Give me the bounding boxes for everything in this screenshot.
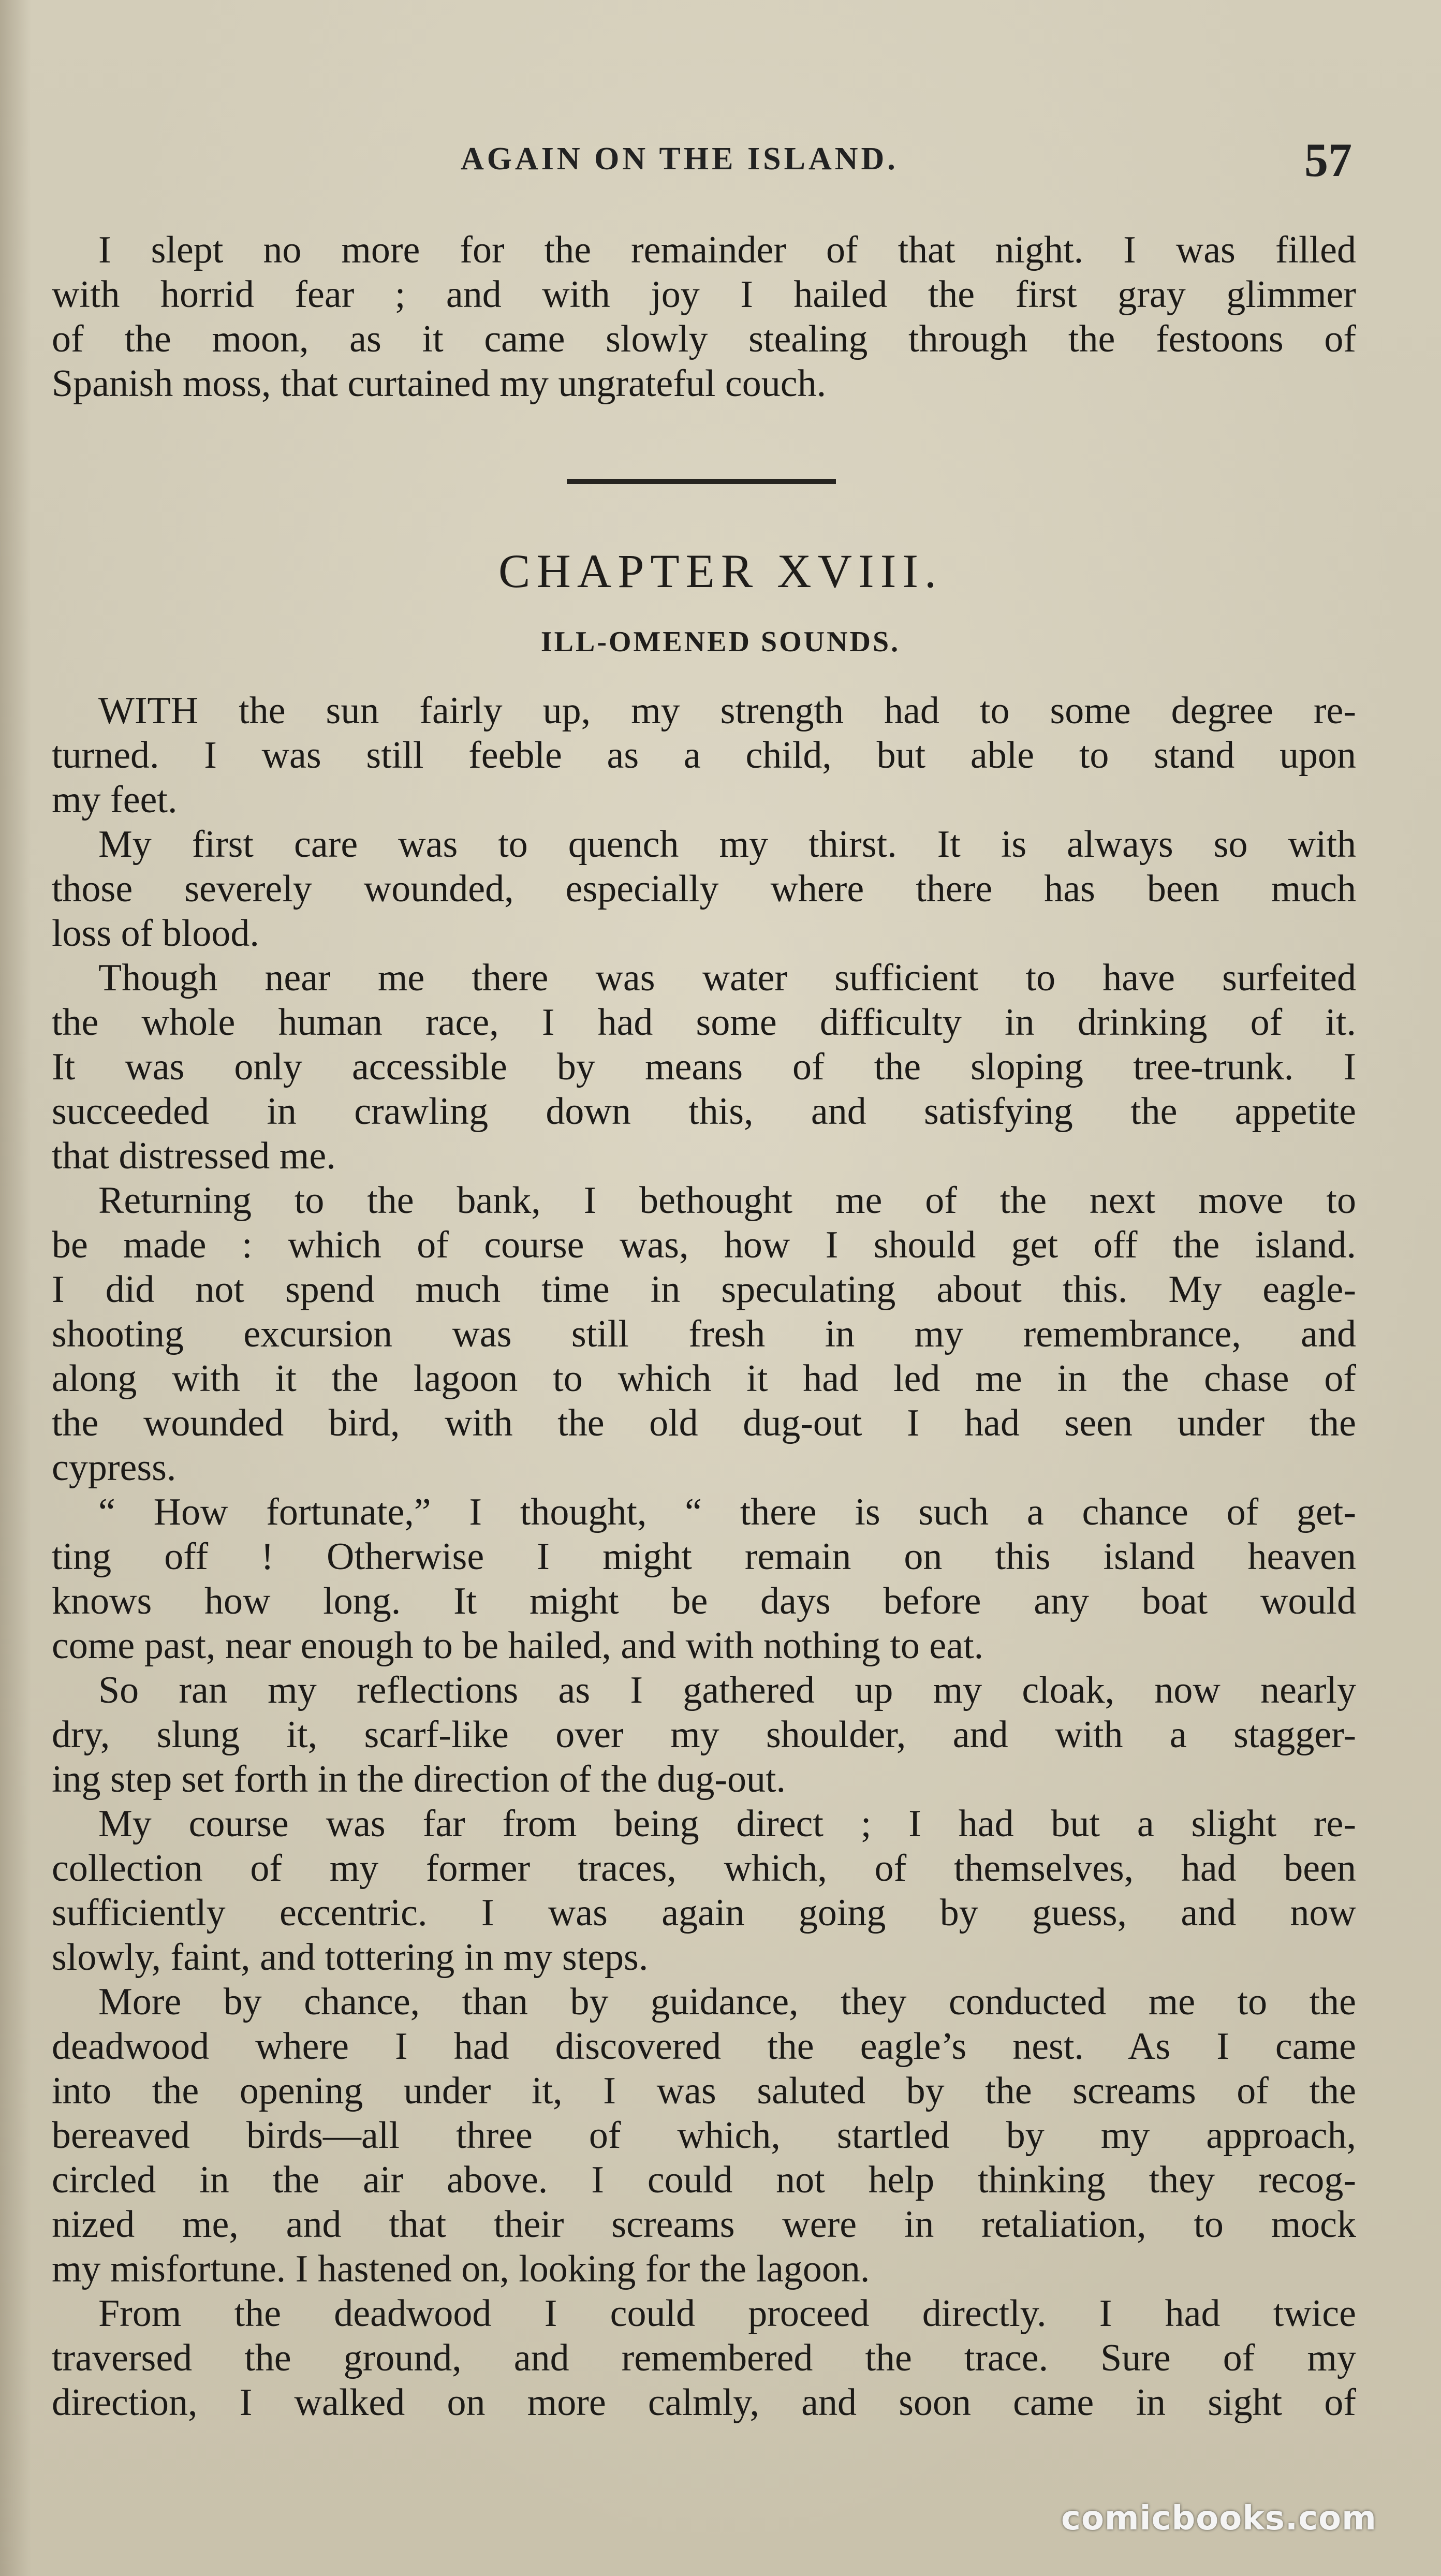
text-line: slowly, faint, and tottering in my steps. (52, 1936, 649, 1979)
chapter-subtitle: ILL-OMENED SOUNDS. (540, 626, 901, 658)
text-line: turned. I was still feeble as a child, but able to stand upon (52, 734, 1356, 777)
text-line: succeeded in crawling down this, and satisfying the appetite (52, 1090, 1356, 1133)
text-line: More by chance, than by guidance, they conducted me to the (98, 1981, 1356, 2023)
text-line: collection of my former traces, which, of themselves, had been (52, 1847, 1356, 1890)
text-line: the whole human race, I had some difficulty in drinking of it. (52, 1001, 1356, 1044)
text-line: ing step set forth in the direction of the dug-out. (52, 1758, 786, 1801)
text-line: loss of blood. (52, 912, 259, 955)
text-line: “ How fortunate,” I thought, “ there is such a chance of get- (98, 1491, 1356, 1533)
text-line: Spanish moss, that curtained my ungrateful couch. (52, 362, 827, 405)
chapter-title: CHAPTER XVIII. (498, 545, 943, 597)
section-divider-rule (567, 479, 836, 484)
text-line: be made : which of course was, how I should get off the island. (52, 1224, 1356, 1266)
text-line: shooting excursion was still fresh in my remembrance, and (52, 1313, 1356, 1355)
running-title: AGAIN ON THE ISLAND. (461, 141, 899, 177)
text-line: that distressed me. (52, 1135, 336, 1177)
text-line: my feet. (52, 779, 178, 821)
text-line: deadwood where I had discovered the eagle’s nest. As I came (52, 2025, 1356, 2068)
text-line: sufficiently eccentric. I was again going by guess, and now (52, 1892, 1356, 1934)
watermark: comicbooks.com (1061, 2499, 1377, 2538)
text-line: cypress. (52, 1446, 177, 1489)
page-edge-shadow (0, 0, 31, 2576)
text-line: circled in the air above. I could not help thinking they recog- (52, 2159, 1356, 2201)
text-line: the wounded bird, with the old dug-out I had seen under the (52, 1402, 1356, 1444)
running-head (0, 136, 1441, 193)
text-line: ting off ! Otherwise I might remain on this island heaven (52, 1535, 1356, 1578)
text-line: WITH the sun fairly up, my strength had to some degree re- (98, 690, 1356, 732)
text-line: those severely wounded, especially where there has been much (52, 868, 1356, 910)
text-line: Though near me there was water sufficient to have surfeited (98, 957, 1356, 999)
text-line: nized me, and that their screams were in retaliation, to mock (52, 2203, 1356, 2246)
text-line: knows how long. It might be days before any boat would (52, 1580, 1356, 1622)
opening-paragraph (52, 228, 1356, 406)
text-line: I slept no more for the remainder of that night. I was filled (98, 229, 1356, 271)
text-line: of the moon, as it came slowly stealing through the festoons of (52, 318, 1356, 360)
text-line: My first care was to quench my thirst. It is always so with (98, 823, 1356, 866)
text-line: into the opening under it, I was saluted by the screams of the (52, 2070, 1356, 2112)
text-line: with horrid fear ; and with joy I hailed the first gray glimmer (52, 273, 1356, 316)
text-line: From the deadwood I could proceed directly. I had twice (98, 2292, 1356, 2335)
text-line: my misfortune. I hastened on, looking for the lagoon. (52, 2248, 870, 2290)
text-line: dry, slung it, scarf-like over my shoulder, and with a stagger- (52, 1714, 1356, 1756)
text-line: traversed the ground, and remembered the trace. Sure of my (52, 2337, 1356, 2379)
text-line: My course was far from being direct ; I had but a slight re- (98, 1803, 1356, 1845)
page-number: 57 (1304, 134, 1352, 186)
text-line: Returning to the bank, I bethought me of the next move to (98, 1179, 1356, 1222)
text-line: bereaved birds—all three of which, startled by my approach, (52, 2114, 1356, 2157)
text-line: So ran my reflections as I gathered up my cloak, now nearly (98, 1669, 1356, 1711)
text-line: I did not spend much time in speculating about this. My eagle- (52, 1268, 1356, 1311)
chapter-body-text (52, 689, 1356, 2425)
text-line: It was only accessible by means of the sloping tree-trunk. I (52, 1046, 1356, 1088)
text-line: direction, I walked on more calmly, and soon came in sight of (52, 2381, 1356, 2424)
text-line: come past, near enough to be hailed, and with nothing to eat. (52, 1624, 984, 1667)
text-line: along with it the lagoon to which it had led me in the chase of (52, 1357, 1356, 1400)
